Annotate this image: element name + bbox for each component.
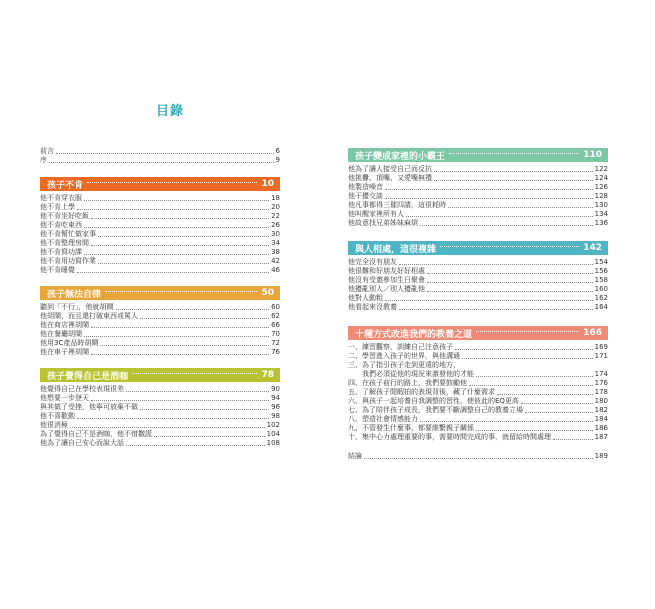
toc-entry-title: 他不肯幫忙做家事: [40, 230, 96, 238]
toc-entry-page: 156: [594, 267, 608, 275]
toc-entry-page: 130: [594, 201, 608, 209]
toc-entry[interactable]: [348, 267, 608, 276]
dot-leader: [84, 200, 269, 201]
dot-leader: [476, 430, 593, 431]
toc-entry-title: 七、為了陪伴孩子成長，我們要不斷調整自己的教養立場: [348, 406, 523, 414]
toc-entry[interactable]: [40, 303, 280, 312]
toc-entry-title: 他不肯睡覺: [40, 266, 75, 274]
dot-leader: [385, 300, 593, 301]
toc-entry-page: 62: [271, 312, 280, 320]
section-header-bar[interactable]: [348, 241, 608, 255]
toc-entry-title: 他故意找兄弟姊妹麻煩: [348, 219, 418, 227]
dot-leader: [525, 412, 593, 413]
page-title: 目錄: [156, 104, 185, 119]
toc-entry[interactable]: [348, 183, 608, 192]
toc-entry-page: 42: [271, 257, 280, 265]
section-page: 78: [261, 370, 274, 380]
dot-leader: [116, 309, 270, 310]
toc-entry-page: 9: [275, 156, 280, 164]
dot-leader: [462, 358, 593, 359]
toc-entry[interactable]: [348, 192, 608, 201]
toc-entry[interactable]: [348, 370, 608, 379]
toc-entry-title: 他很難和好朋友好好相處: [348, 267, 425, 275]
section-entries: [40, 194, 280, 275]
toc-entry-page: 184: [594, 415, 608, 423]
dot-leader: [521, 403, 593, 404]
toc-entry[interactable]: [40, 194, 280, 203]
toc-entry[interactable]: [40, 230, 280, 239]
dot-leader: [476, 331, 579, 332]
toc-entry-page: 108: [266, 439, 280, 447]
toc-entry-title: 他不肯坐好吃飯: [40, 212, 89, 220]
section-entries: [40, 303, 280, 357]
toc-entry-title: 他對人動粗: [348, 294, 383, 302]
dot-leader: [126, 445, 265, 446]
toc-entry-page: 30: [271, 230, 280, 238]
toc-entry[interactable]: [348, 415, 608, 424]
toc-entry-title: 他挑釁、頂嘴、又愛嘴無禮: [348, 174, 432, 182]
toc-entry-page: 90: [271, 385, 280, 393]
section-entries: [348, 165, 608, 228]
section-page: 50: [261, 288, 274, 298]
section-page: 110: [583, 150, 602, 160]
toc-entry-title: 他在車子裡胡鬧: [40, 348, 89, 356]
toc-entry[interactable]: [40, 330, 280, 339]
dot-leader: [98, 263, 269, 264]
dot-leader: [448, 207, 593, 208]
toc-entry[interactable]: [348, 424, 608, 433]
toc-entry-title: 結論: [348, 452, 362, 460]
section-entries: [40, 385, 280, 448]
toc-right-column: [348, 148, 608, 468]
toc-entry-title: 他在商店裡胡鬧: [40, 321, 89, 329]
toc-entry-title: 他想要一步登天: [40, 394, 89, 402]
toc-entry[interactable]: [348, 433, 608, 442]
toc-entry-page: 162: [594, 294, 608, 302]
toc-entry-title: 他很消極: [40, 421, 68, 429]
toc-entry[interactable]: [348, 352, 608, 361]
dot-leader: [420, 421, 593, 422]
toc-entry-title: 三、為了指引孩子走到更遠的地方，: [348, 361, 460, 369]
toc-left-column: [40, 147, 280, 455]
toc-section: [348, 326, 608, 442]
toc-entry-title: 他叫醒家裡所有人: [348, 210, 404, 218]
toc-entry-title: 他不喜歡動: [40, 412, 75, 420]
dot-leader: [420, 225, 593, 226]
toc-entry[interactable]: [348, 201, 608, 210]
toc-entry-page: 182: [594, 406, 608, 414]
toc-entry-page: 154: [594, 258, 608, 266]
toc-section: [40, 286, 280, 357]
toc-entry[interactable]: [40, 248, 280, 257]
toc-entry-title: 序: [40, 156, 47, 164]
toc-entry-title: 他在餐廳胡鬧: [40, 330, 82, 338]
toc-entry-page: 104: [266, 430, 280, 438]
toc-entry-page: 70: [271, 330, 280, 338]
toc-entry-title: 五、了解孩子閒暇拍的表現背後，藏了什麼需求: [348, 388, 495, 396]
toc-entry[interactable]: [40, 348, 280, 357]
toc-entry-page: 20: [271, 203, 280, 211]
toc-entry-title: 他用3C產品時胡鬧: [40, 339, 99, 347]
dot-leader: [126, 391, 269, 392]
toc-entry-page: 134: [594, 210, 608, 218]
toc-entry-title: 四、在孩子前行的路上，我們要鼓勵他: [348, 379, 467, 387]
toc-entry-title: 他為了讓自己安心而說大話: [40, 439, 124, 447]
toc-entry[interactable]: [40, 385, 280, 394]
dot-leader: [87, 182, 257, 183]
toc-entry[interactable]: [348, 174, 608, 183]
toc-entry[interactable]: [40, 221, 280, 230]
toc-entry-title: 六、與孩子一起培養自我調整的習性，使彼此的EQ更高: [348, 397, 519, 405]
toc-entry-page: 18: [271, 194, 280, 202]
toc-entry-page: 94: [271, 394, 280, 402]
toc-entry-page: 187: [594, 433, 608, 441]
toc-entry[interactable]: [348, 452, 608, 461]
toc-entry-page: 186: [594, 424, 608, 432]
toc-entry-page: 174: [594, 370, 608, 378]
toc-entry-page: 76: [271, 348, 280, 356]
toc-entry-page: 34: [271, 239, 280, 247]
dot-leader: [476, 376, 593, 377]
toc-left-sections: [40, 177, 280, 448]
dot-leader: [449, 153, 579, 154]
section-header-bar[interactable]: [40, 368, 280, 382]
toc-entry-title: 他不肯整理房間: [40, 239, 89, 247]
section-entries: [348, 343, 608, 442]
dot-leader: [427, 273, 593, 274]
toc-entry-page: 164: [594, 303, 608, 311]
toc-entry-page: 66: [271, 321, 280, 329]
dot-leader: [91, 400, 269, 401]
toc-entry[interactable]: [348, 303, 608, 312]
toc-entry[interactable]: [40, 266, 280, 275]
toc-entry-title: 他覺得自己在學校表現很差: [40, 385, 124, 393]
toc-entry-page: 22: [271, 212, 280, 220]
dot-leader: [140, 409, 269, 410]
toc-entry-title: 十、集中心力處理重要的事，需要時間完成的事，就留給時間處理: [348, 433, 551, 441]
dot-leader: [77, 209, 269, 210]
toc-entry-page: 189: [594, 452, 608, 460]
toc-entry[interactable]: [348, 285, 608, 294]
toc-entry-title: 他不肯寫功課: [40, 248, 82, 256]
toc-entry-page: 98: [271, 412, 280, 420]
toc-entry[interactable]: [40, 239, 280, 248]
toc-entry-page: 180: [594, 397, 608, 405]
dot-leader: [469, 385, 593, 386]
toc-entry[interactable]: [40, 421, 280, 430]
toc-conclusion: [348, 452, 608, 461]
dot-leader: [84, 254, 269, 255]
toc-entry-page: 158: [594, 276, 608, 284]
dot-leader: [56, 153, 274, 154]
toc-entry[interactable]: [40, 257, 280, 266]
toc-entry-page: 102: [266, 421, 280, 429]
toc-section: [40, 368, 280, 448]
toc-entry-title: 前言: [40, 147, 54, 155]
dot-leader: [154, 436, 265, 437]
section-page: 142: [583, 243, 602, 253]
toc-entry-title: 他為了讓人接受自己而反抗: [348, 165, 432, 173]
section-title: 孩子不肯: [47, 180, 84, 191]
toc-entry-page: 124: [594, 174, 608, 182]
toc-entry-title: 他不肯上學: [40, 203, 75, 211]
toc-entry-title: 與其做了受挫，他寧可放棄不做: [40, 403, 138, 411]
dot-leader: [385, 189, 593, 190]
toc-section: [348, 241, 608, 312]
dot-leader: [434, 171, 593, 172]
toc-entry[interactable]: [348, 276, 608, 285]
toc-section: [40, 177, 280, 275]
toc-entry-title: 聽到「不行」，他就胡鬧: [40, 303, 114, 311]
toc-entry[interactable]: [40, 321, 280, 330]
toc-entry-title: 他製造噪音: [348, 183, 383, 191]
dot-leader: [77, 418, 269, 419]
toc-entry[interactable]: [348, 361, 608, 370]
dot-leader: [399, 264, 593, 265]
toc-entry[interactable]: [348, 210, 608, 219]
toc-entry-page: 128: [594, 192, 608, 200]
dot-leader: [427, 291, 593, 292]
toc-entry-page: 160: [594, 285, 608, 293]
toc-entry[interactable]: [40, 403, 280, 412]
toc-entry[interactable]: [40, 412, 280, 421]
toc-entry-page: 72: [271, 339, 280, 347]
toc-entry-page: 46: [271, 266, 280, 274]
toc-intro: [40, 147, 280, 165]
dot-leader: [105, 291, 257, 292]
section-header-bar[interactable]: [348, 148, 608, 162]
toc-entry-title: 二、學習進入孩子的世界，與他溝通: [348, 352, 460, 360]
section-header-bar[interactable]: [348, 326, 608, 340]
toc-entry[interactable]: [40, 439, 280, 448]
toc-entry-page: 126: [594, 183, 608, 191]
toc-entry-title: 他沒有受邀參加生日聚會: [348, 276, 425, 284]
toc-entry[interactable]: [40, 312, 280, 321]
toc-entry-title: 一、練習觀察，訓練自己注意孩子: [348, 343, 453, 351]
dot-leader: [91, 327, 269, 328]
section-entries: [348, 258, 608, 312]
toc-entry-title: 八、塑造社會情感能力: [348, 415, 418, 423]
toc-entry-title: 他不肯穿衣服: [40, 194, 82, 202]
toc-entry[interactable]: [348, 294, 608, 303]
dot-leader: [100, 345, 269, 346]
toc-entry[interactable]: [40, 430, 280, 439]
toc-entry-title: 為了覺得自己不是酒咖，他不惜撒謊: [40, 430, 152, 438]
toc-entry[interactable]: [40, 147, 280, 156]
section-title: 與人相處，這很複雜: [355, 244, 437, 255]
toc-entry-title: 我們必須從他的現況來激發他的才能: [348, 370, 474, 378]
toc-entry[interactable]: [40, 203, 280, 212]
toc-entry[interactable]: [348, 219, 608, 228]
dot-leader: [91, 245, 269, 246]
dot-leader: [70, 427, 265, 428]
toc-entry-page: 176: [594, 379, 608, 387]
toc-entry-page: 136: [594, 219, 608, 227]
dot-leader: [406, 216, 593, 217]
toc-entry-title: 他胡鬧，而且還打破東西或罵人: [40, 312, 138, 320]
section-title: 孩子變成家裡的小霸王: [355, 151, 446, 162]
toc-entry[interactable]: [348, 258, 608, 267]
toc-entry[interactable]: [348, 388, 608, 397]
toc-entry-title: 他擾亂別人／別人擾亂他: [348, 285, 425, 293]
toc-entry-title: 他凡事都得三催四請，這很耗時: [348, 201, 446, 209]
dot-leader: [132, 373, 257, 374]
dot-leader: [49, 162, 274, 163]
dot-leader: [440, 246, 579, 247]
dot-leader: [427, 282, 593, 283]
dot-leader: [434, 180, 593, 181]
section-title: 十種方式改進我們的教養之道: [355, 329, 473, 340]
toc-entry-page: 38: [271, 248, 280, 256]
dot-leader: [84, 336, 269, 337]
section-title: 孩子無法自律: [47, 289, 102, 300]
toc-entry-page: 178: [594, 388, 608, 396]
dot-leader: [385, 198, 593, 199]
section-page: 10: [261, 179, 274, 189]
toc-entry-title: 他看起來沒教養: [348, 303, 397, 311]
dot-leader: [91, 218, 269, 219]
toc-entry[interactable]: [40, 339, 280, 348]
toc-entry[interactable]: [348, 379, 608, 388]
dot-leader: [399, 309, 593, 310]
toc-entry-page: 122: [594, 165, 608, 173]
toc-entry-page: 6: [275, 147, 280, 155]
toc-entry[interactable]: [40, 156, 280, 165]
toc-entry-page: 60: [271, 303, 280, 311]
section-header-bar[interactable]: [40, 177, 280, 191]
toc-entry-page: 96: [271, 403, 280, 411]
dot-leader: [91, 354, 269, 355]
toc-entry[interactable]: [40, 212, 280, 221]
toc-entry-page: 169: [594, 343, 608, 351]
dot-leader: [98, 236, 269, 237]
toc-entry[interactable]: [348, 165, 608, 174]
toc-entry[interactable]: [40, 394, 280, 403]
dot-leader: [77, 272, 269, 273]
dot-leader: [140, 318, 269, 319]
toc-section: [348, 148, 608, 228]
section-header-bar[interactable]: [40, 286, 280, 300]
toc-entry-page: 171: [594, 352, 608, 360]
dot-leader: [553, 439, 593, 440]
toc-entry-page: 26: [271, 221, 280, 229]
section-title: 孩子覺得自己是酒咖: [47, 371, 129, 382]
dot-leader: [364, 458, 593, 459]
toc-entry[interactable]: [348, 343, 608, 352]
toc-right-sections: [348, 148, 608, 442]
toc-entry[interactable]: [348, 406, 608, 415]
toc-entry-title: 他不肯吃東西: [40, 221, 82, 229]
toc-entry-title: 九、不管發生什麼事，都要維繫親子關係: [348, 424, 474, 432]
dot-leader: [455, 349, 593, 350]
toc-entry-title: 他不肯用功寫作業: [40, 257, 96, 265]
toc-entry-title: 他干擾交談: [348, 192, 383, 200]
toc-entry[interactable]: [348, 397, 608, 406]
section-page: 166: [583, 328, 602, 338]
dot-leader: [497, 394, 593, 395]
toc-entry-title: 他完全沒有朋友: [348, 258, 397, 266]
dot-leader: [84, 227, 269, 228]
